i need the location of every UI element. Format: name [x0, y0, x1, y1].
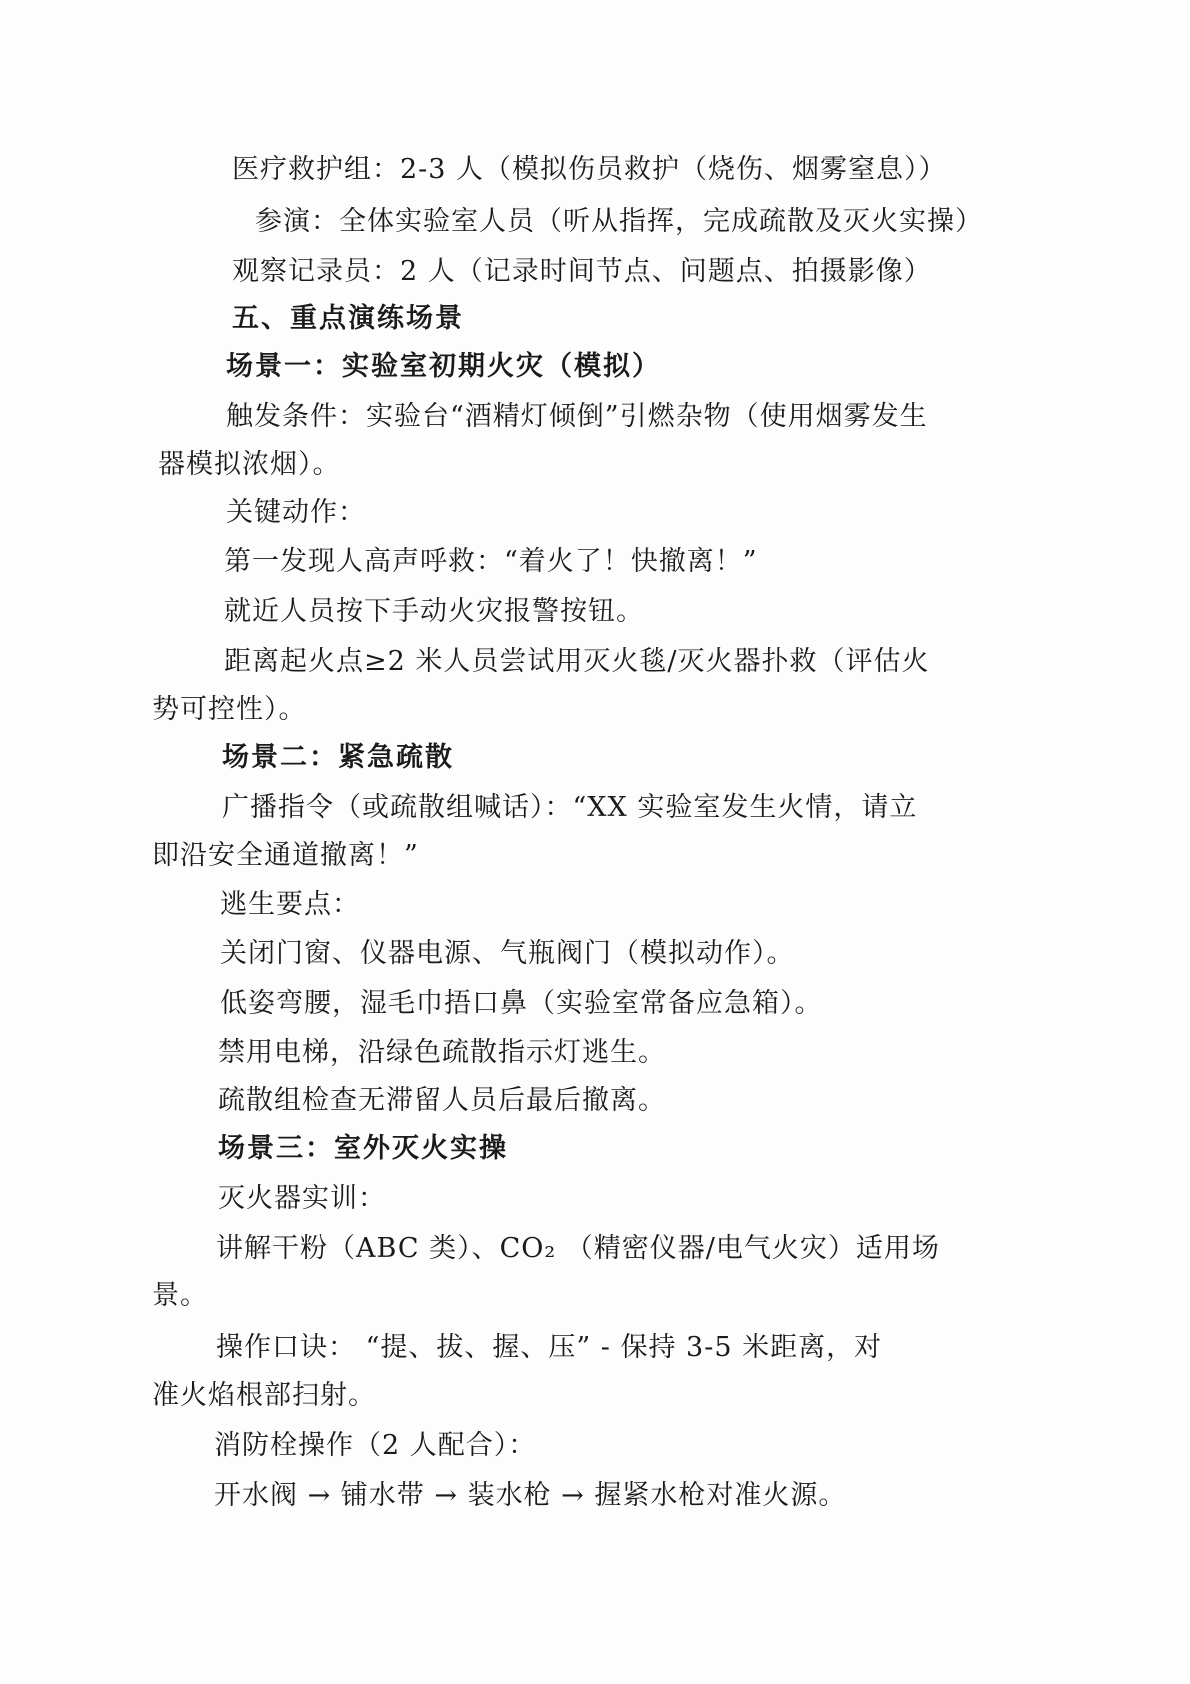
text-line: 灭火器实训： [218, 1183, 386, 1214]
text-line: 禁用电梯，沿绿色疏散指示灯逃生。 [218, 1037, 666, 1068]
text-line: 观察记录员：2 人（记录时间节点、问题点、拍摄影像） [232, 256, 932, 287]
text-line: 广播指令（或疏散组喊话）：“XX 实验室发生火情，请立 [222, 792, 918, 823]
scene-heading: 场景一：实验室初期火灾（模拟） [226, 351, 661, 382]
section-heading: 五、重点演练场景 [232, 303, 464, 334]
text-line: 参演：全体实验室人员（听从指挥，完成疏散及灭火实操） [255, 206, 983, 237]
text-line: 距离起火点≥2 米人员尝试用灭火毯/灭火器扑救（评估火 [224, 646, 930, 677]
text-line: 消防栓操作（2 人配合）： [214, 1430, 537, 1461]
text-line: 讲解干粉（ABC 类）、CO₂ （精密仪器/电气火灾）适用场 [216, 1233, 940, 1264]
scene-heading: 场景三：室外灭火实操 [218, 1133, 508, 1164]
text-line: 医疗救护组：2-3 人（模拟伤员救护（烧伤、烟雾窒息）） [232, 154, 947, 185]
text-line: 低姿弯腰，湿毛巾捂口鼻（实验室常备应急箱）。 [220, 988, 823, 1019]
text-line: 器模拟浓烟）。 [158, 449, 341, 480]
scene-heading: 场景二：紧急疏散 [222, 742, 454, 773]
text-line: 势可控性）。 [152, 694, 307, 725]
text-line: 第一发现人高声呼救：“着火了！快撤离！” [224, 546, 758, 577]
text-line: 操作口诀： “提、拔、握、压” - 保持 3-5 米距离，对 [216, 1332, 883, 1363]
text-line: 就近人员按下手动火灾报警按钮。 [224, 596, 644, 627]
text-line: 开水阀 → 铺水带 → 装水枪 → 握紧水枪对准火源。 [214, 1480, 847, 1511]
text-line: 即沿安全通道撤离！” [152, 840, 419, 871]
text-line: 景。 [152, 1280, 208, 1311]
text-line: 准火焰根部扫射。 [152, 1380, 376, 1411]
text-line: 逃生要点： [220, 889, 360, 920]
text-line: 触发条件：实验台“酒精灯倾倒”引燃杂物（使用烟雾发生 [226, 401, 928, 432]
text-line: 疏散组检查无滞留人员后最后撤离。 [218, 1085, 666, 1116]
text-line: 关闭门窗、仪器电源、气瓶阀门（模拟动作）。 [220, 938, 795, 969]
text-line: 关键动作： [226, 497, 366, 528]
